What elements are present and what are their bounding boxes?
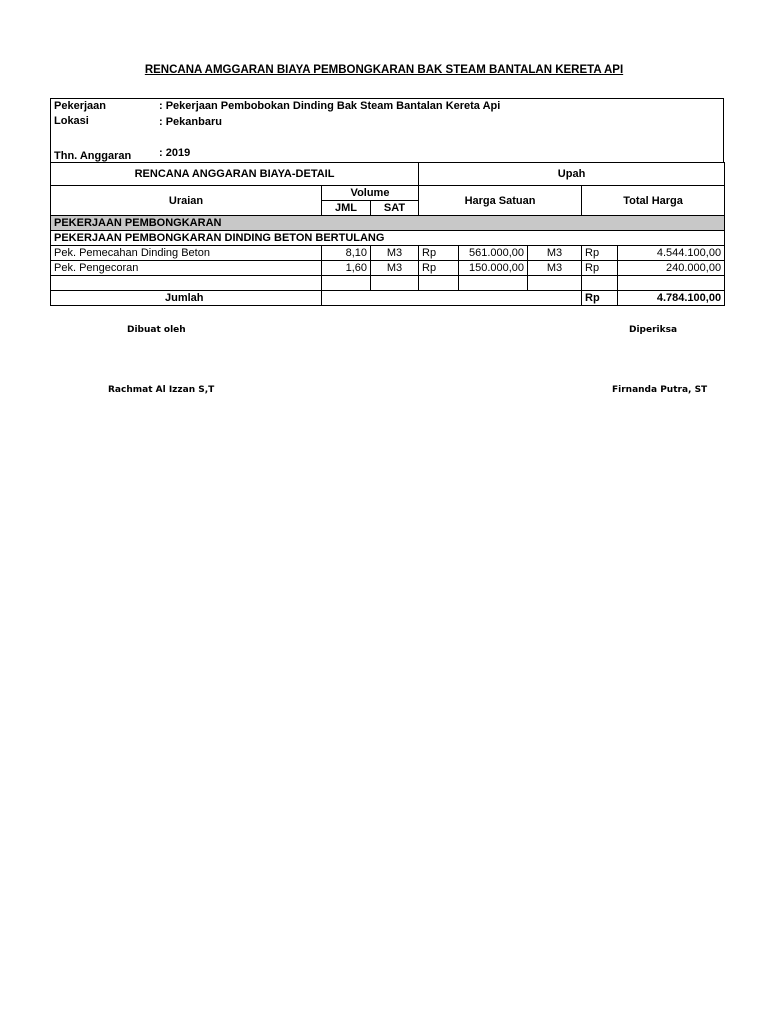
header-upah: Upah [419, 163, 725, 186]
empty-row [51, 276, 725, 291]
row-total: 240.000,00 [618, 261, 725, 276]
header-volume: Volume [322, 186, 419, 201]
row-harga-satuan: 561.000,00 [459, 246, 528, 261]
row-currency-2: Rp [582, 246, 618, 261]
budget-table [50, 162, 725, 306]
checked-by-label: Diperiksa [629, 325, 678, 335]
row-sat: M3 [371, 261, 419, 276]
budget-sheet [50, 98, 724, 308]
subsection-title: PEKERJAAN PEMBONGKARAN DINDING BETON BERTULANG [51, 231, 725, 246]
tahun-label: Thn. Anggaran [54, 150, 132, 162]
pekerjaan-value: : Pekerjaan Pembobokan Dinding Bak Steam Bantalan Kereta Api [159, 100, 501, 112]
row-uraian: Pek. Pengecoran [51, 261, 322, 276]
row-sat-2: M3 [528, 261, 582, 276]
section-row [51, 216, 725, 231]
row-uraian: Pek. Pemecahan Dinding Beton [51, 246, 322, 261]
row-harga-satuan: 150.000,00 [459, 261, 528, 276]
jumlah-row [51, 291, 725, 306]
checked-by-name: Firnanda Putra, ST [612, 385, 708, 395]
header-harga-satuan: Harga Satuan [419, 186, 582, 216]
section-title: PEKERJAAN PEMBONGKARAN [51, 216, 725, 231]
made-by-name: Rachmat Al Izzan S,T [108, 385, 215, 395]
made-by-label: Dibuat oleh [127, 325, 186, 335]
lokasi-value: : Pekanbaru [159, 116, 222, 128]
subsection-row [51, 231, 725, 246]
pekerjaan-label: Pekerjaan [54, 100, 106, 112]
header-jml: JML [322, 201, 371, 216]
row-sat-2: M3 [528, 246, 582, 261]
jumlah-value: 4.784.100,00 [618, 291, 725, 306]
header-sat: SAT [371, 201, 419, 216]
lokasi-label: Lokasi [54, 115, 89, 127]
header-rab: RENCANA ANGGARAN BIAYA-DETAIL [51, 163, 419, 186]
row-total: 4.544.100,00 [618, 246, 725, 261]
table-row [51, 261, 725, 276]
row-sat: M3 [371, 246, 419, 261]
jumlah-currency: Rp [582, 291, 618, 306]
tahun-value: : 2019 [159, 147, 191, 159]
table-header-row-1 [51, 163, 725, 186]
header-total-harga: Total Harga [582, 186, 725, 216]
table-row [51, 246, 725, 261]
row-jml: 1,60 [322, 261, 371, 276]
row-currency: Rp [419, 246, 459, 261]
row-jml: 8,10 [322, 246, 371, 261]
project-info [50, 98, 724, 163]
jumlah-label: Jumlah [51, 291, 322, 306]
header-uraian: Uraian [51, 186, 322, 216]
row-currency: Rp [419, 261, 459, 276]
document-title: RENCANA AMGGARAN BIAYA PEMBONGKARAN BAK STEAM BANTALAN KERETA API [144, 64, 624, 76]
table-header-row-2 [51, 186, 725, 201]
row-currency-2: Rp [582, 261, 618, 276]
